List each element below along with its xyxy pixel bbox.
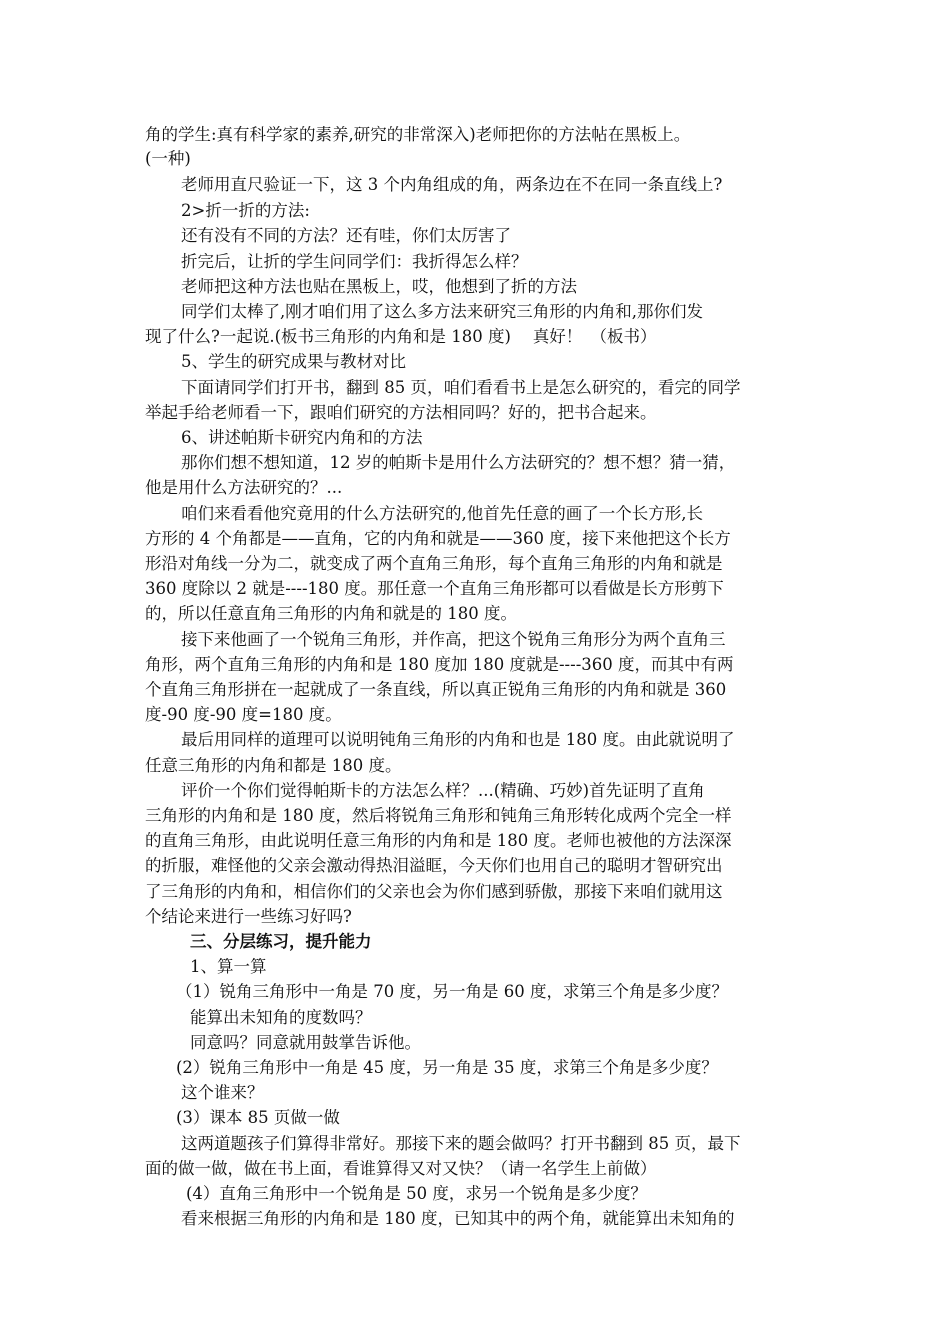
section-heading: 1、算一算 (190, 957, 267, 976)
text-line: 的直角三角形，由此说明任意三角形的内角和是 180 度。老师也被他的方法深深 (145, 831, 732, 850)
text-line: 举起手给老师看一下，跟咱们研究的方法相同吗？好的，把书合起来。 (145, 403, 657, 422)
text-line: 接下来他画了一个锐角三角形，并作高，把这个锐角三角形分为两个直角三 (181, 630, 726, 649)
text-line: 同意吗？同意就用鼓掌告诉他。 (190, 1033, 421, 1052)
text-line: 个结论来进行一些练习好吗? (145, 907, 352, 926)
text-line: 折完后，让折的学生问同学们：我折得怎么样？ (181, 252, 528, 271)
text-line: 这个谁来？ (181, 1083, 264, 1102)
text-line: 了三角形的内角和，相信你们的父亲也会为你们感到骄傲，那接下来咱们就用这 (145, 882, 723, 901)
text-line: 老师把这种方法也贴在黑板上，哎，他想到了折的方法 (181, 277, 577, 296)
text-line: 方形的 4 个角都是——直角，它的内角和就是——360 度，接下来他把这个长方 (145, 529, 731, 548)
text-line: 那你们想不想知道，12 岁的帕斯卡是用什么方法研究的？想不想？猜一猜， (181, 453, 736, 472)
exercise-line: （1）锐角三角形中一角是 70 度，另一角是 60 度，求第三个角是多少度？ (176, 982, 728, 1001)
text-line: 这两道题孩子们算得非常好。那接下来的题会做吗？打开书翻到 85 页，最下 (181, 1134, 741, 1153)
text-line: 的，所以任意直角三角形的内角和就是的 180 度。 (145, 604, 517, 623)
text-line: 还有没有不同的方法？还有哇，你们太厉害了 (181, 226, 511, 245)
text-line: 面的做一做，做在书上面，看谁算得又对又快？（请一名学生上前做） (145, 1159, 657, 1178)
text-line: 他是用什么方法研究的？... (145, 478, 343, 497)
text-line: 现了什么?一起说.(板书三角形的内角和是 180 度) 真好！ （板书） (145, 327, 657, 346)
exercise-line: (4）直角三角形中一个锐角是 50 度，求另一个锐角是多少度？ (186, 1184, 647, 1203)
text-line: 度-90 度-90 度=180 度。 (145, 705, 342, 724)
text-line: 的折服，难怪他的父亲会激动得热泪溢眶，今天你们也用自己的聪明才智研究出 (145, 856, 723, 875)
exercise-line: (3）课本 85 页做一做 (176, 1108, 340, 1127)
text-line: 个直角三角形拼在一起就成了一条直线，所以真正锐角三角形的内角和就是 360 (145, 680, 727, 699)
text-line: 能算出未知角的度数吗？ (190, 1008, 372, 1027)
text-line: 形沿对角线一分为二，就变成了两个直角三角形，每个直角三角形的内角和就是 (145, 554, 723, 573)
text-line: 看来根据三角形的内角和是 180 度，已知其中的两个角，就能算出未知角的 (181, 1209, 735, 1228)
text-line: 下面请同学们打开书，翻到 85 页，咱们看看书上是怎么研究的，看完的同学 (181, 378, 741, 397)
text-line: 同学们太棒了,刚才咱们用了这么多方法来研究三角形的内角和,那你们发 (181, 302, 703, 321)
text-line: 老师用直尺验证一下，这 3 个内角组成的角，两条边在不在同一条直线上? (181, 175, 723, 194)
section-heading: 三、分层练习，提升能力 (190, 932, 372, 951)
section-heading: 6、讲述帕斯卡研究内角和的方法 (181, 428, 423, 447)
text-line: 三角形的内角和是 180 度，然后将锐角三角形和钝角三角形转化成两个完全一样 (145, 806, 732, 825)
text-line: 任意三角形的内角和都是 180 度。 (145, 756, 402, 775)
text-line: 评价一个你们觉得帕斯卡的方法怎么样？...(精确、巧妙)首先证明了直角 (181, 781, 705, 800)
text-line: 角的学生:真有科学家的素养,研究的非常深入)老师把你的方法帖在黑板上。 (145, 125, 691, 144)
text-line: 咱们来看看他究竟用的什么方法研究的,他首先任意的画了一个长方形,长 (181, 504, 703, 523)
text-line: 角形，两个直角三角形的内角和是 180 度加 180 度就是----360 度，而其中有两 (145, 655, 734, 674)
text-line: 2>折一折的方法: (181, 201, 310, 220)
section-heading: 5、学生的研究成果与教材对比 (181, 352, 406, 371)
exercise-line: (2）锐角三角形中一角是 45 度，另一角是 35 度，求第三个角是多少度？ (176, 1058, 718, 1077)
text-line: 360 度除以 2 就是----180 度。那任意一个直角三角形都可以看做是长方形剪下 (145, 579, 724, 598)
text-line: 最后用同样的道理可以说明钝角三角形的内角和也是 180 度。由此就说明了 (181, 730, 735, 749)
text-line: (一种) (145, 149, 191, 168)
